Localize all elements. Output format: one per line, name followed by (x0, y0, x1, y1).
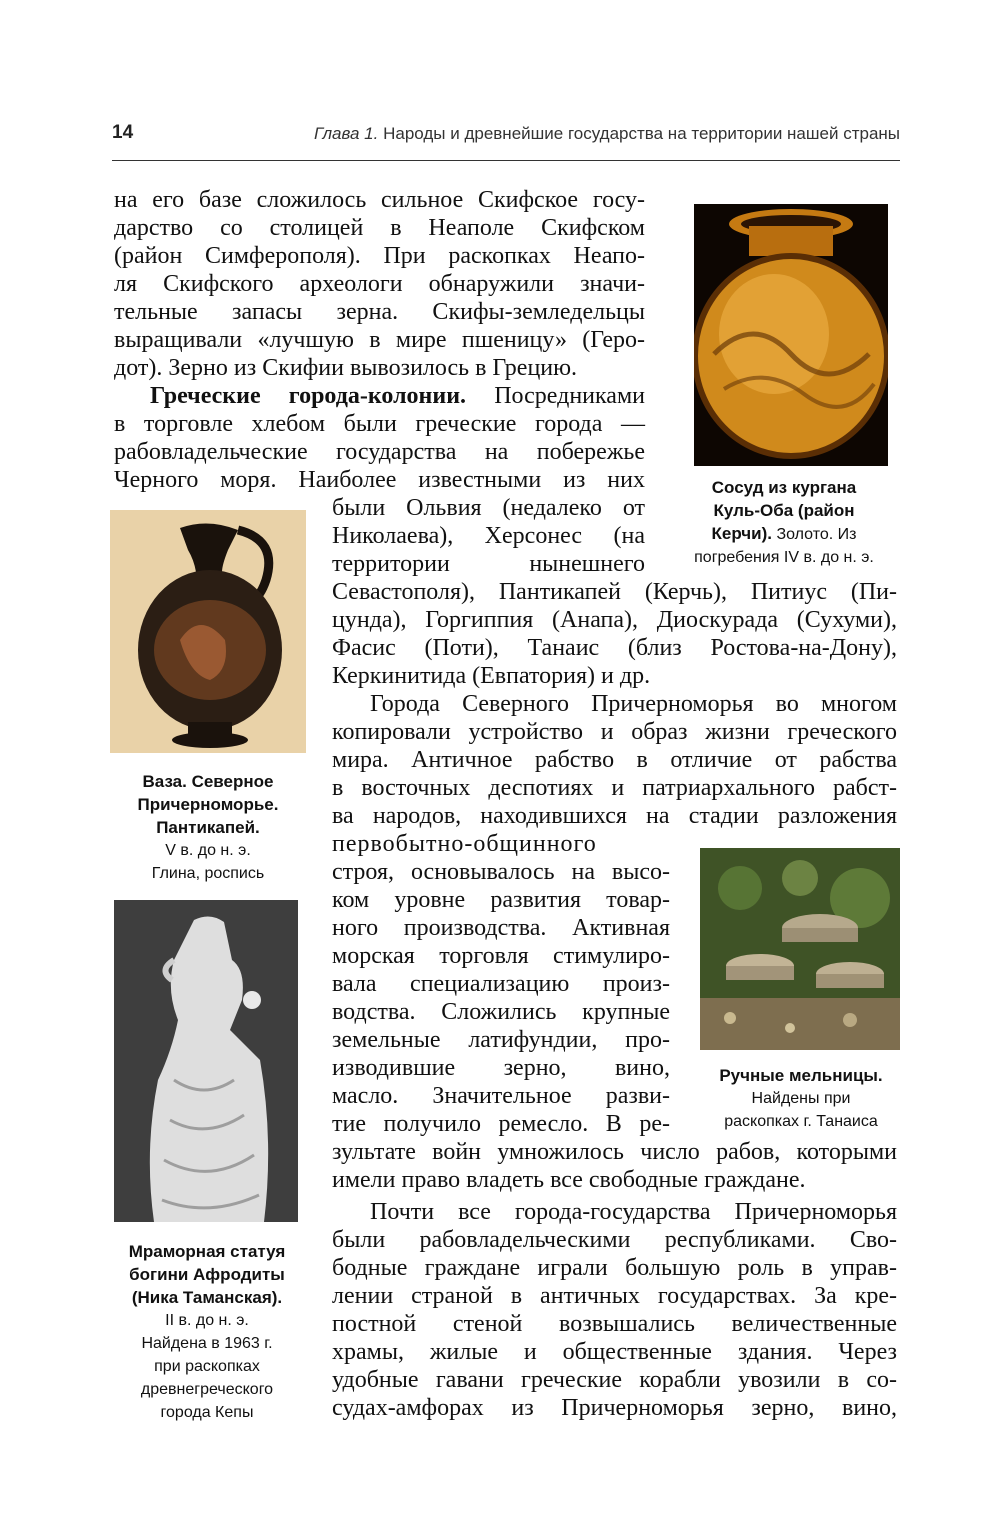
text-line (150, 382, 645, 410)
vase-caption (104, 770, 312, 885)
text-line: цунда), Горгиппия (Анапа), Диоскурада (Сухуми), (332, 607, 897, 633)
text-line: рабовладельческие государства на побережье (114, 439, 645, 465)
text-line: ля Скифского археологи обнаружили значи- (114, 271, 645, 297)
caption-text: V в. до н. э. (165, 842, 251, 859)
text-line: Севастополя), Пантикапей (Керчь), Питиус (Пи- (332, 579, 897, 605)
text-line: территории нынешнего (332, 551, 645, 577)
vessel-illustration (694, 204, 888, 466)
page-header (112, 118, 900, 161)
page-number: 14 (112, 122, 134, 143)
caption-text: Найдены при (751, 1090, 851, 1107)
text-line: Керкинитида (Евпатория) и др. (332, 663, 651, 689)
caption-line (664, 522, 904, 546)
text-line: тие получило ремесло. В ре- (332, 1111, 670, 1137)
text-line: Николаева), Херсонес (на (332, 523, 645, 549)
text-line: изводившие зерно, вино, (332, 1055, 670, 1081)
text-line: имели право владеть все свободные граждане. (332, 1167, 806, 1193)
text-line: ком уровне развития товар- (332, 887, 670, 913)
caption-title: Причерноморье. (137, 795, 279, 814)
text-line: постной стеной возвышались величественные (332, 1311, 897, 1337)
caption-text: Найдена в 1963 г. (141, 1335, 273, 1352)
mills-illustration (700, 848, 900, 1050)
text-line: дот). Зерно из Скифии вывозилось в Грецию. (114, 355, 578, 381)
vessel-photo (694, 204, 888, 466)
text-line: лении страной в античных государствах. За кре- (332, 1283, 897, 1309)
text-line: в восточных деспотиях и патриархального рабст- (332, 775, 897, 801)
caption-text: города Кепы (160, 1404, 254, 1421)
caption-title: Сосуд из кургана (711, 478, 857, 497)
caption-text: Глина, роспись (151, 865, 265, 882)
caption-title: (Ника Таманская). (131, 1288, 283, 1307)
caption-title: Ручные мельницы. (719, 1066, 883, 1085)
text-line: строя, основывалось на высо- (332, 859, 670, 885)
text-line: были Ольвия (недалеко от (332, 495, 645, 521)
caption-text: погребения IV в. до н. э. (694, 549, 874, 566)
vessel-caption (664, 476, 904, 569)
text-line: ва народов, находившихся на стадии разложения (332, 803, 897, 829)
statue-illustration (114, 900, 298, 1222)
text-line: дарство со столицей в Неаполе Скифском (114, 215, 645, 241)
text-line: Почти все города-государства Причерноморья (370, 1199, 897, 1225)
text-line: тельные запасы зерна. Скифы-земледельцы (114, 299, 645, 325)
text-line: на его базе сложилось сильное Скифское госу- (114, 187, 645, 213)
caption-title: Керчи). (711, 524, 772, 543)
caption-text: древнегреческого (140, 1381, 274, 1398)
text-span: Посредниками (466, 383, 645, 409)
vase-illustration (110, 510, 306, 753)
caption-text: II в. до н. э. (165, 1312, 249, 1329)
text-line: копировали устройство и образ жизни греческого (332, 719, 897, 745)
statue-photo (114, 900, 298, 1222)
text-line: земельные латифундии, про- (332, 1027, 670, 1053)
chapter-title: Народы и древнейшие государства на территории нашей страны (383, 124, 900, 143)
mills-photo (700, 848, 900, 1050)
text-line: ного производства. Активная (332, 915, 670, 941)
caption-title: Куль-Оба (район (713, 501, 855, 520)
running-head (314, 124, 900, 144)
text-line: были рабовладельческими республиками. Сво- (332, 1227, 897, 1253)
caption-title: богини Афродиты (129, 1265, 285, 1284)
text-line: Фасис (Поти), Танаис (близ Ростова-на-Дону), (332, 635, 897, 661)
text-line: в торговле хлебом были греческие города — (114, 411, 645, 437)
text-line: (район Симферополя). При раскопках Неапо- (114, 243, 645, 269)
chapter-label: Глава 1. (313, 124, 379, 143)
text-line: морская торговля стимулиро- (332, 943, 670, 969)
section-heading: Греческие города-колонии. (150, 383, 467, 409)
caption-text: Золото. Из (772, 526, 857, 543)
text-line: Города Северного Причерноморья во многом (370, 691, 897, 717)
caption-title: Пантикапей. (156, 818, 260, 837)
text-line: масло. Значительное разви- (332, 1083, 670, 1109)
mills-caption (690, 1064, 912, 1133)
text-line: мира. Античное рабство в отличие от рабства (332, 747, 897, 773)
text-line: судах-амфорах из Причерноморья зерно, вино, (332, 1395, 897, 1421)
text-line: вала специализацию произ- (332, 971, 670, 997)
text-line: храмы, жилые и общественные здания. Через (332, 1339, 897, 1365)
text-line: водства. Сложились крупные (332, 999, 670, 1025)
text-line: удобные гавани греческие корабли увозили в со- (332, 1367, 897, 1393)
caption-text: при раскопках (154, 1358, 260, 1375)
caption-title: Ваза. Северное (142, 772, 274, 791)
vase-photo (110, 510, 306, 753)
text-line: первобытно-общинного (332, 831, 597, 857)
text-line: зультате войн умножилось число рабов, которыми (332, 1139, 897, 1165)
caption-title: Мраморная статуя (128, 1242, 286, 1261)
text-line: выращивали «лучшую в мире пшеницу» (Геро- (114, 327, 645, 353)
statue-caption (96, 1240, 318, 1424)
text-line: Черного моря. Наиболее известными из них (114, 467, 645, 493)
text-line: бодные граждане играли большую роль в управ- (332, 1255, 897, 1281)
caption-text: раскопках г. Танаиса (724, 1113, 878, 1130)
